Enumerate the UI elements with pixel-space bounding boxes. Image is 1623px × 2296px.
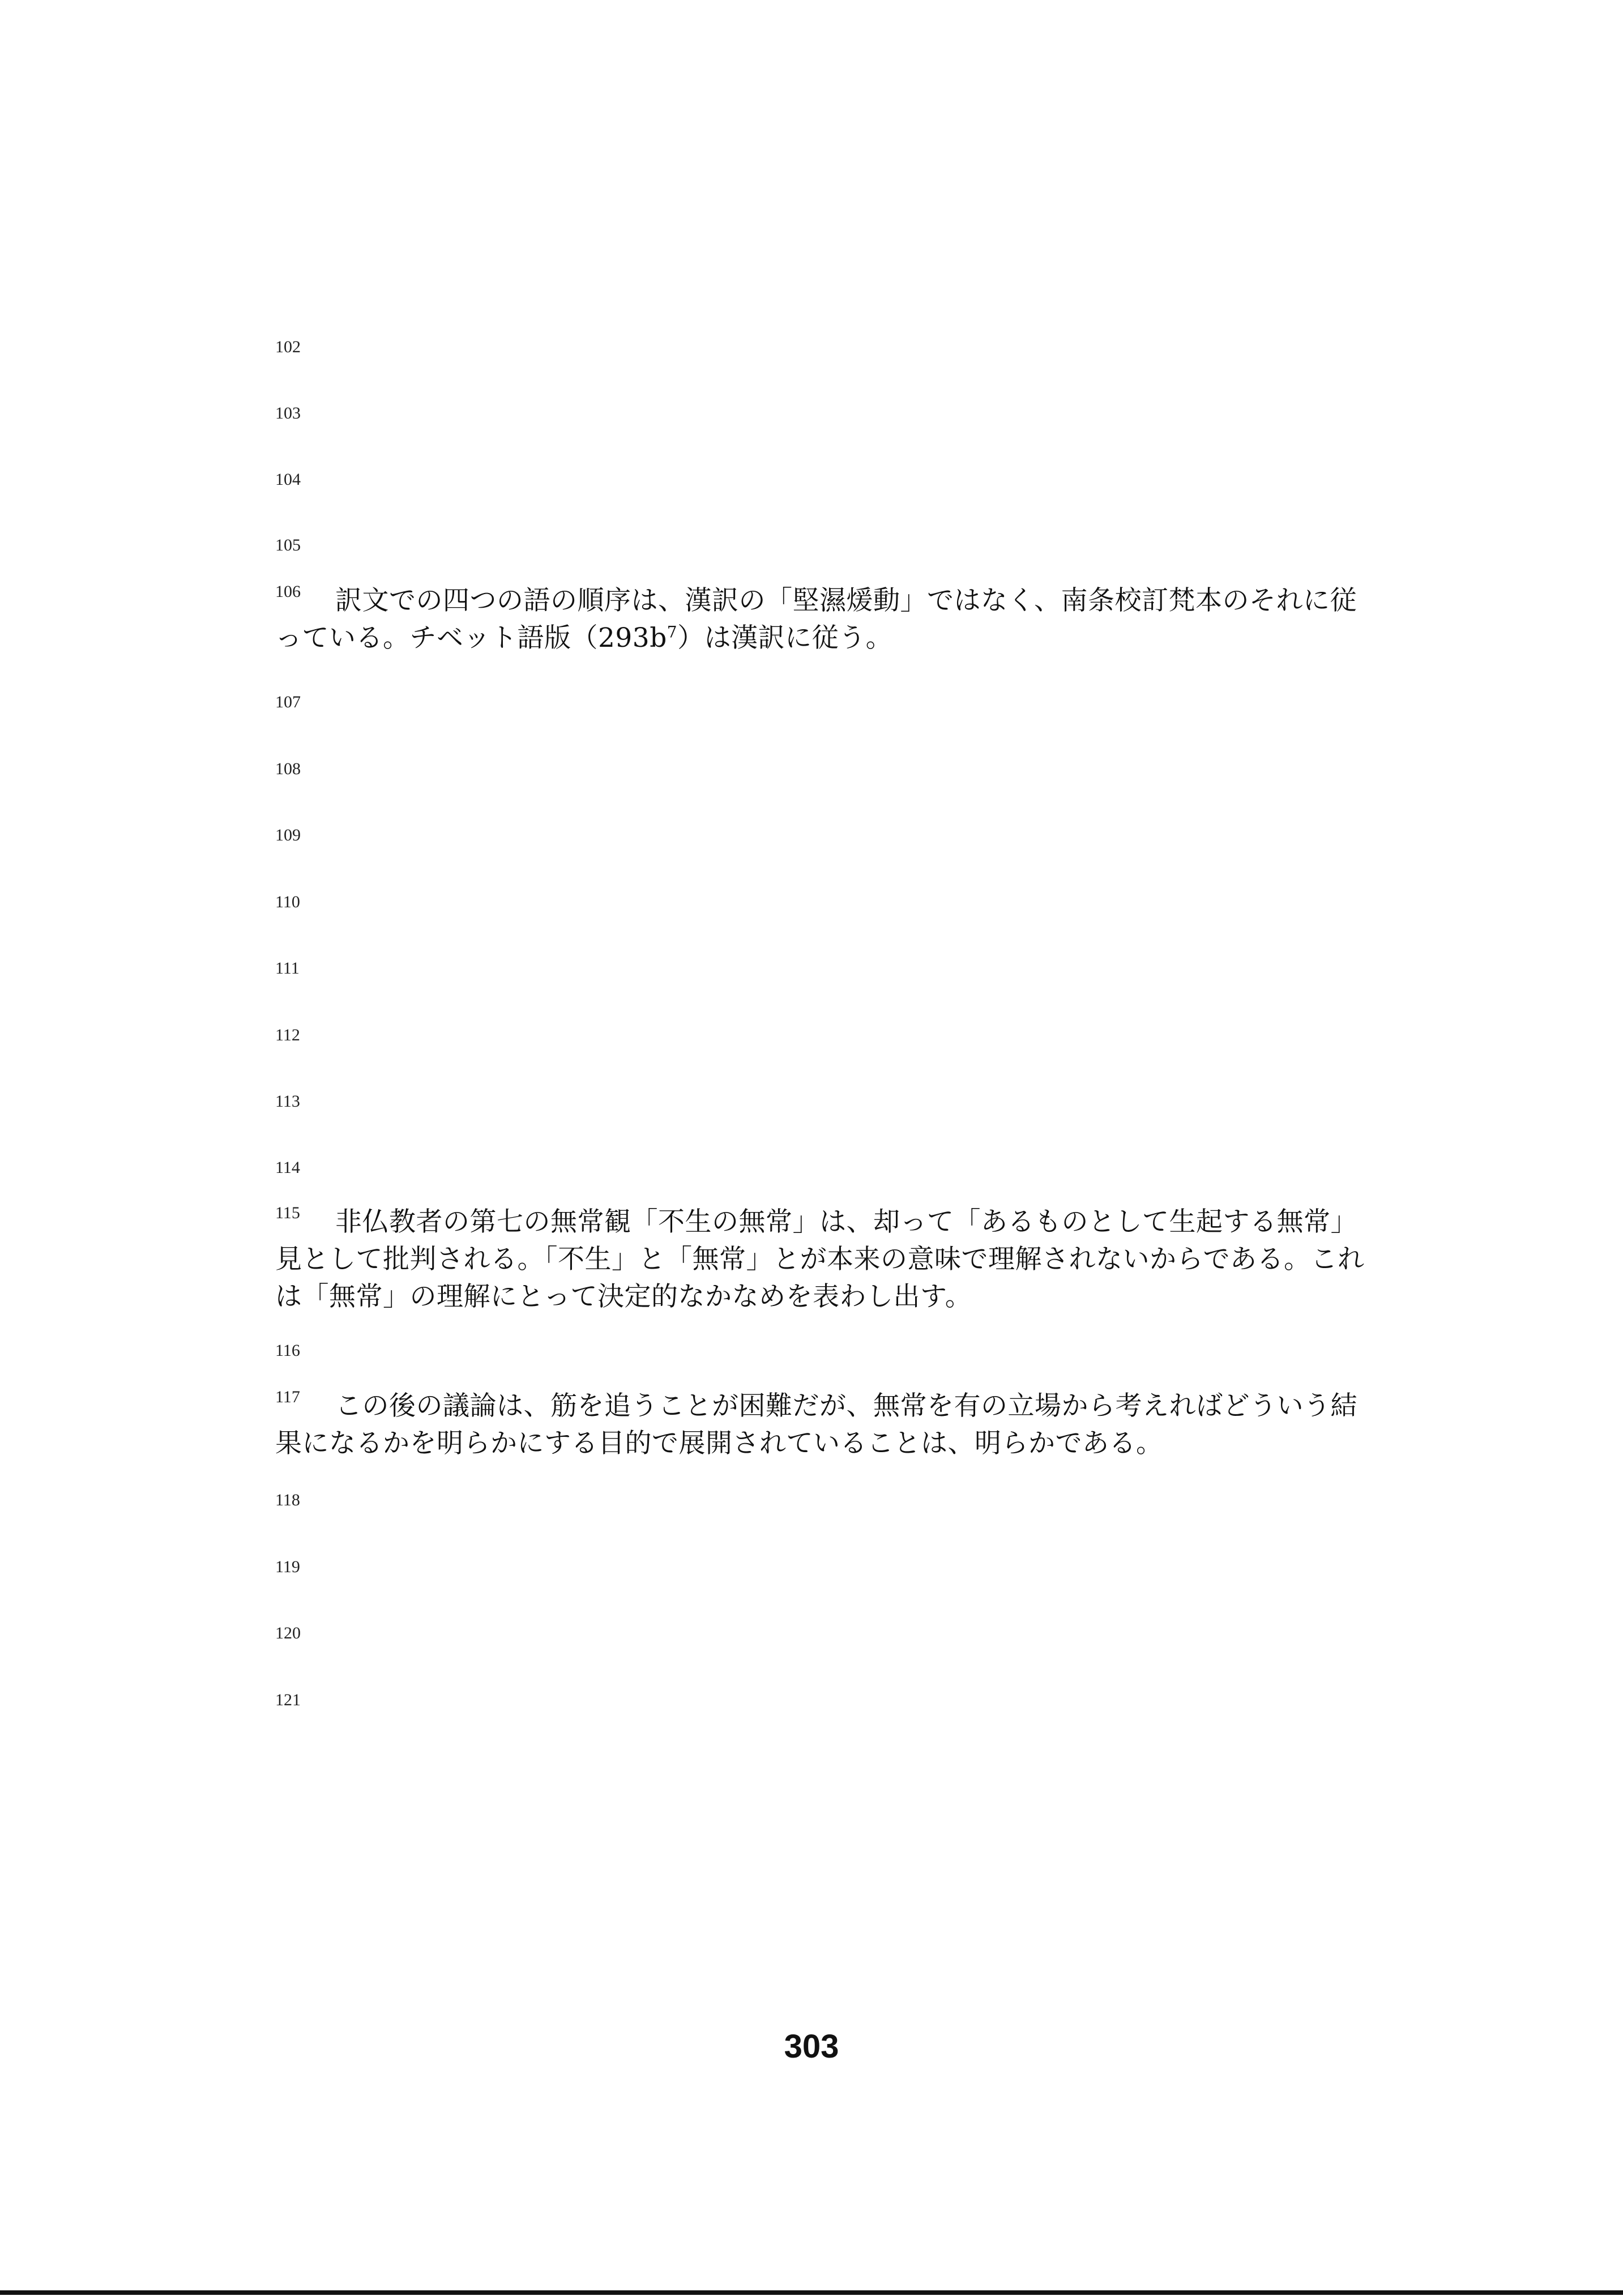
note-106 (275, 582, 1368, 657)
note-number-120: 120 (275, 1624, 301, 1642)
note-number-111: 111 (275, 959, 300, 978)
note-106-text (275, 582, 1368, 657)
note-number-108: 108 (275, 759, 301, 778)
note-number-116: 116 (275, 1341, 300, 1360)
note-number-104: 104 (275, 470, 301, 489)
note-number-113: 113 (275, 1092, 300, 1111)
note-number-110: 110 (275, 893, 300, 911)
note-106-superscript: 7 (667, 622, 678, 642)
note-115 (275, 1204, 1368, 1316)
note-106-text-main: 訳文での四つの語の順序は、漢訳の「堅濕煖動」ではなく、南条校訂梵本のそれに従っている。チベット語版（293b (275, 585, 1357, 654)
note-117 (275, 1388, 1368, 1462)
note-number-103: 103 (275, 404, 301, 423)
note-number-118: 118 (275, 1491, 300, 1509)
note-number-112: 112 (275, 1026, 300, 1044)
note-number-121: 121 (275, 1691, 301, 1709)
note-117-text: この後の議論は、筋を追うことが困難だが、無常を有の立場から考えればどういう結果になるかを明らかにする目的で展開されていることは、明らかである。 (275, 1390, 1357, 1459)
note-number-107: 107 (275, 693, 301, 711)
note-number-115: 115 (275, 1204, 300, 1222)
note-115-text: 非仏教者の第七の無常観「不生の無常」は、却って「あるものとして生起する無常」見として批判される。「不生」と「無常」とが本来の意味で理解されないからである。これは「無常」の理解にとって決定的なかなめを表わし出す。 (275, 1206, 1365, 1312)
note-number-105: 105 (275, 536, 301, 554)
note-number-106: 106 (275, 582, 301, 601)
note-number-114: 114 (275, 1158, 300, 1177)
bottom-border-line (0, 2290, 1623, 2295)
page-number: 303 (784, 2028, 839, 2065)
note-number-102: 102 (275, 338, 301, 356)
note-number-117: 117 (275, 1388, 300, 1406)
note-106-text-end: ）は漢訳に従う。 (677, 622, 893, 654)
note-number-109: 109 (275, 826, 301, 844)
note-number-119: 119 (275, 1557, 300, 1576)
